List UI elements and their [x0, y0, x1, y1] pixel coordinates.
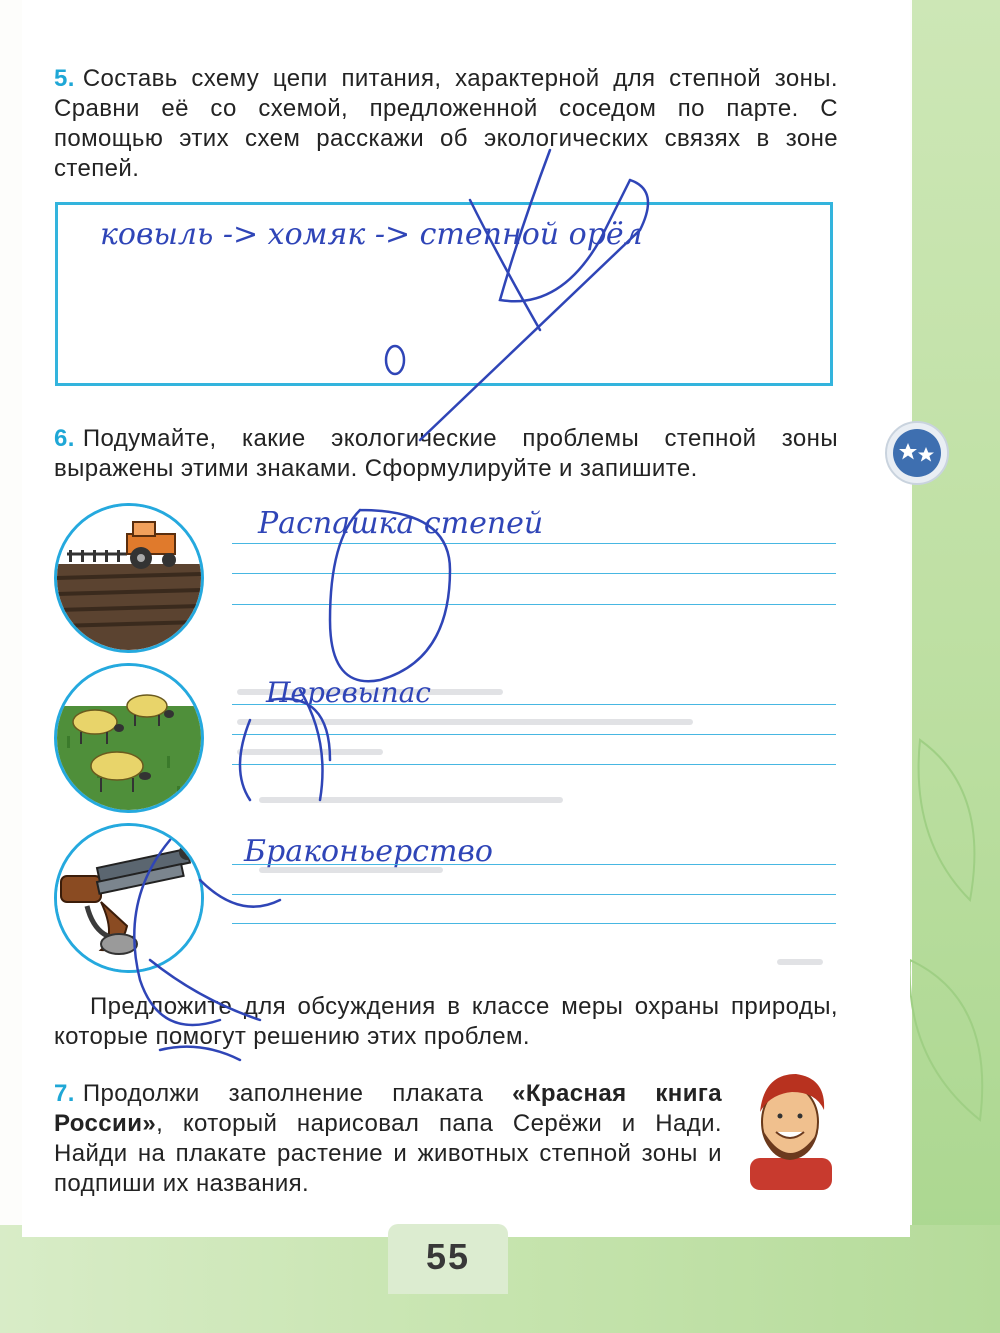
task-6-number: 6. — [54, 425, 75, 452]
answer-line[interactable] — [232, 604, 836, 605]
answer-line[interactable] — [232, 864, 836, 865]
answer-line[interactable] — [232, 894, 836, 895]
task-6-followup: Предложите для обсуждения в классе меры охраны природы, которые помогут решению этих проблем. — [54, 993, 838, 1050]
task-7-body-end: , который нарисовал папа Серёжи и Нади. Найди на плакате растение и животных степной зоны и подпиши их названия. — [54, 1110, 722, 1197]
answer-line[interactable] — [232, 573, 836, 574]
task-6-text — [54, 424, 838, 484]
two-stars-icon — [884, 420, 950, 486]
answer-line[interactable] — [232, 704, 836, 705]
answer-line[interactable] — [232, 764, 836, 765]
task-5-number: 5. — [54, 65, 75, 92]
page-number: 55 — [425, 1236, 471, 1277]
poacher-gun-icon — [54, 823, 204, 973]
task-5-answer-box[interactable] — [55, 202, 833, 386]
task-5-text — [54, 64, 838, 184]
task-6-answer-1: Распашка степей — [258, 506, 544, 541]
task-7-poster-title: «Красная книга России» — [54, 1080, 722, 1137]
task-7-body-start: Продолжи заполнение плаката — [82, 1080, 513, 1107]
answer-line[interactable] — [232, 923, 836, 924]
task-5-handwritten-answer: ковыль -> хомяк -> степной орёл — [100, 217, 643, 252]
grazing-sheep-icon — [54, 663, 204, 813]
task-6-answer-3: Браконьерство — [244, 834, 493, 869]
task-7-number: 7. — [54, 1080, 75, 1107]
task-7-text — [54, 1079, 722, 1199]
father-character-avatar — [746, 1066, 836, 1190]
tractor-plough-icon — [54, 503, 204, 653]
task-6-body: Подумайте, какие экологические проблемы степной зоны выражены этими знаками. Сформулируйте и запишите. — [54, 425, 838, 482]
task-6-answer-2: Перевыпас — [266, 676, 431, 709]
answer-line[interactable] — [232, 543, 836, 544]
answer-line[interactable] — [232, 734, 836, 735]
task-5-body: Составь схему цепи питания, характерной для степной зоны. Сравни её со схемой, предложенной соседом по парте. С помощью этих схем расскажи об экологических связях в зоне степей. — [54, 65, 838, 182]
